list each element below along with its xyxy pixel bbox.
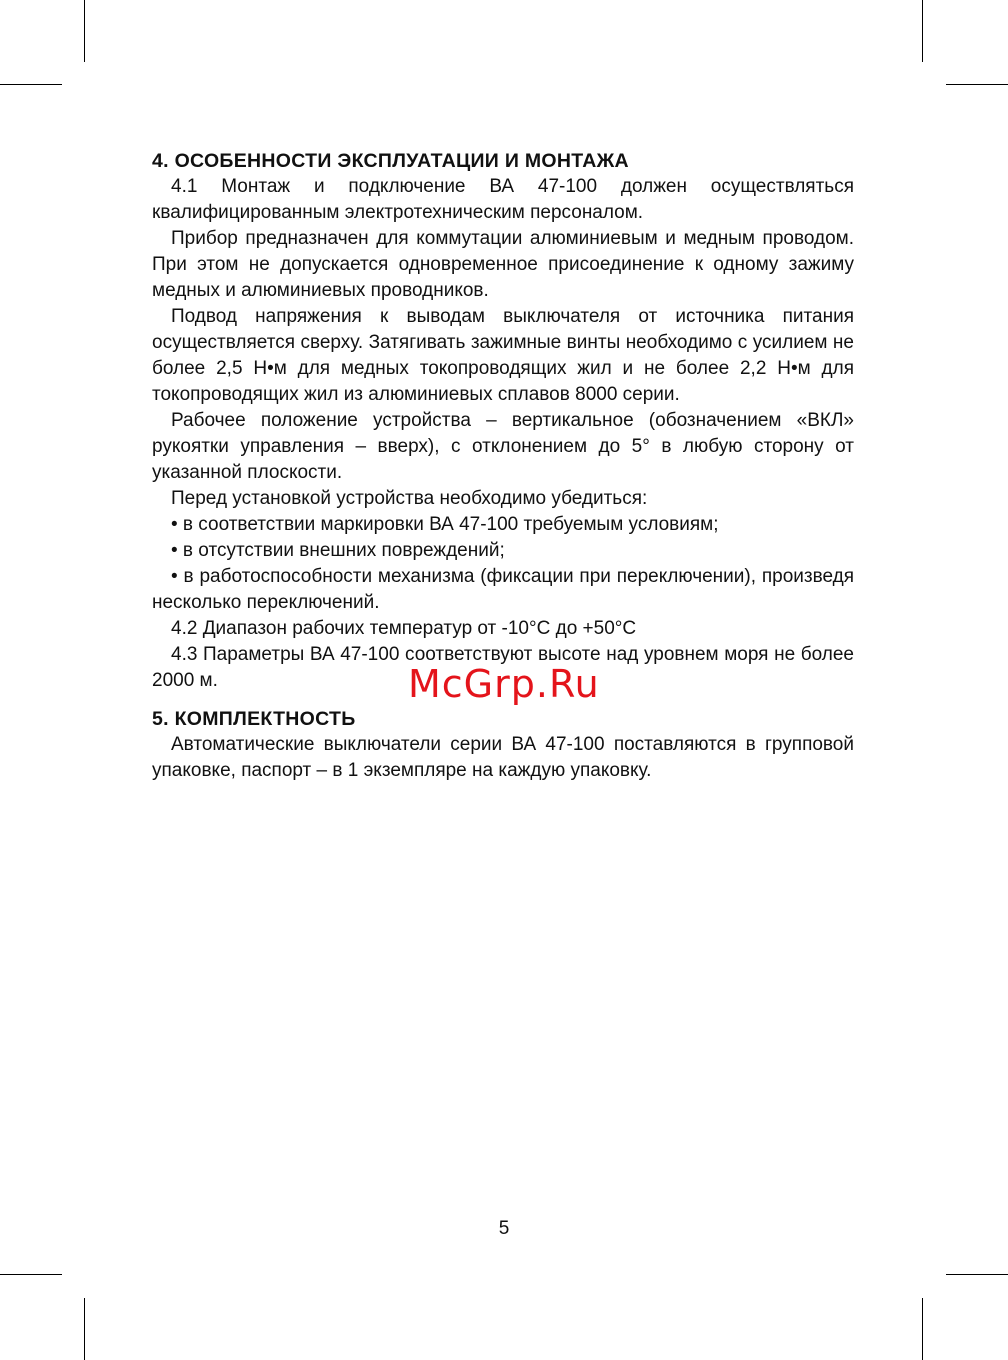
section-4-bullet: • в работоспособности механизма (фиксации при переключении), произведя несколько переключений. [152, 566, 854, 613]
section-4-paragraph: Подвод напряжения к выводам выключателя от источника питания осуществляется сверху. Затягивать зажимные винты необходимо с усилием не более 2,5 Н•м для медных токопроводящих жил и не более 2,2 Н•м для токопроводящих жил из алюминиевых сплавов 8000 серии. [152, 306, 854, 405]
section-4-paragraph: 4.2 Диапазон рабочих температур от -10°С до +50°С [171, 618, 637, 639]
section-5-paragraph: Автоматические выключатели серии ВА 47-100 поставляются в групповой упаковке, паспорт – в 1 экземпляре на каждую упаковку. [152, 734, 854, 781]
watermark-text: McGrp.Ru [408, 662, 600, 706]
crop-mark-top-left-horizontal [0, 84, 62, 85]
crop-mark-bottom-right-vertical [922, 1298, 923, 1360]
section-5-heading: 5. КОМПЛЕКТНОСТЬ [152, 708, 356, 730]
section-4-bullet: • в отсутствии внешних повреждений; [171, 540, 505, 561]
section-4-paragraph: Перед установкой устройства необходимо убедиться: [171, 488, 648, 509]
section-4-bullet: • в соответствии маркировки ВА 47-100 требуемым условиям; [171, 514, 719, 535]
section-4-paragraph: Рабочее положение устройства – вертикальное (обозначением «ВКЛ» рукоятки управления – вверх), с отклонением до 5° в любую сторону от указанной плоскости. [152, 410, 854, 483]
crop-mark-top-right-horizontal [946, 84, 1008, 85]
crop-mark-bottom-left-vertical [84, 1298, 85, 1360]
crop-mark-bottom-right-horizontal [946, 1274, 1008, 1275]
section-4-paragraph: 4.3 Параметры ВА 47-100 соответствуют высоте над уровнем моря не более 2000 м. [152, 644, 854, 691]
section-4-paragraph: 4.1 Монтаж и подключение ВА 47-100 должен осуществляться квалифицированным электротехническим персоналом. [152, 176, 854, 223]
crop-mark-bottom-left-horizontal [0, 1274, 62, 1275]
section-4-paragraph: Прибор предназначен для коммутации алюминиевым и медным проводом. При этом не допускается одновременное присоединение к одному зажиму медных и алюминиевых проводников. [152, 228, 854, 301]
section-4-heading: 4. ОСОБЕННОСТИ ЭКСПЛУАТАЦИИ И МОНТАЖА [152, 150, 629, 172]
crop-mark-top-left-vertical [84, 0, 85, 62]
page-number: 5 [498, 1218, 510, 1239]
crop-mark-top-right-vertical [922, 0, 923, 62]
